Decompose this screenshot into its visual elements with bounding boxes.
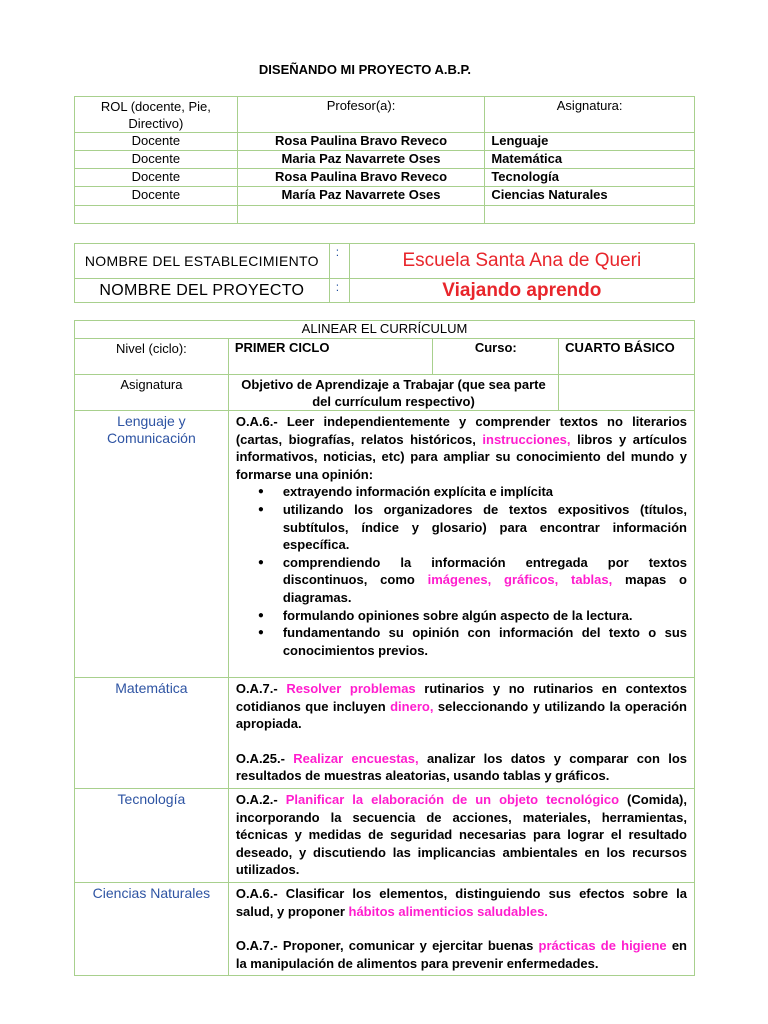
highlight: hábitos alimenticios saludables. [348,903,548,919]
highlight: Realizar encuestas, [293,750,419,766]
colon: : [329,244,349,279]
project-row [75,279,695,303]
roles-header-row [75,97,695,133]
project-name-label: NOMBRE DEL PROYECTO [75,279,330,303]
subject-cell: Lenguaje [485,133,695,151]
ciencias-oa7: O.A.7.- Proponer, comunicar y ejercitar buenas prácticas de higiene en la manipulación de alimentos para prevenir enfermedades. [235,938,687,971]
lenguaje-oa6: O.A.6.- Leer independientemente y comprender textos no literarios (cartas, biografías, relatos históricos, instrucciones, libros y artículos informativos, noticias, etc) para ampliar su conocimiento del mundo y formarse una opinión: [235,414,687,482]
role-cell: Docente [75,187,238,206]
empty-cell [237,206,485,224]
objective-column-label: Objetivo de Aprendizaje a Trabajar (que sea parte del currículum respectivo) [228,375,558,411]
lenguaje-row [75,411,695,678]
tecnologia-objectives [228,788,694,882]
school-name-label: NOMBRE DEL ESTABLECIMIENTO [75,244,330,279]
colon: : [329,279,349,303]
matematica-oa25: O.A.25.- Realizar encuestas, analizar los datos y comparar con los resultados de muestras aleatorias, usando tablas y gráficos. [235,750,687,784]
highlight: imágenes, gráficos, tablas, [427,572,613,588]
subject-header: Asignatura: [485,97,695,133]
list-item: ● fundamentando su opinión con información del texto o sus conocimientos previos. [258,624,687,659]
role-cell: Docente [75,133,238,151]
list-item: ● utilizando los organizadores de textos expositivos (títulos, subtítulos, índice y glosario) para encontrar información específica. [258,501,687,554]
role-header: ROL (docente, Pie, Directivo) [75,97,238,133]
list-item: ● extrayendo información explícita e implícita [258,483,687,501]
curriculum-header: ALINEAR EL CURRÍCULUM [75,321,695,339]
role-cell: Docente [75,169,238,187]
subject-lenguaje: Lenguaje y Comunicación [75,411,229,678]
lenguaje-objectives [228,411,694,678]
teacher-cell: Rosa Paulina Bravo Reveco [237,133,485,151]
list-item: ● formulando opiniones sobre algún aspecto de la lectura. [258,607,687,625]
role-cell: Docente [75,151,238,169]
project-name-value: Viajando aprendo [349,279,694,303]
ciencias-objectives [228,882,694,975]
curriculum-table [74,320,695,976]
empty-cell [485,206,695,224]
teacher-header: Profesor(a): [237,97,485,133]
objective-header-row [75,375,695,411]
matematica-oa7: O.A.7.- Resolver problemas rutinarios y no rutinarios en contextos cotidianos que incluyen dinero, seleccionando y utilizando la operación apropiada. [235,681,687,732]
table-row [75,133,695,151]
school-name-value: Escuela Santa Ana de Queri [349,244,694,279]
course-value: CUARTO BÁSICO [559,339,695,375]
matematica-objectives [228,678,694,789]
level-row [75,339,695,375]
subject-cell: Tecnología [485,169,695,187]
lenguaje-bullet-list [236,483,687,659]
teacher-cell: Rosa Paulina Bravo Reveco [237,169,485,187]
highlight: Planificar la elaboración de un objeto tecnológico [285,791,620,807]
subject-column-label: Asignatura [75,375,229,411]
empty-cell [75,206,238,224]
curriculum-header-row [75,321,695,339]
list-item: ● comprendiendo la información entregada por textos discontinuos, como imágenes, gráficos, tablas, mapas o diagramas. [258,554,687,607]
empty-cell [559,375,695,411]
ciencias-oa6: O.A.6.- Clasificar los elementos, distinguiendo sus efectos sobre la salud, y proponer hábitos alimenticios saludables. [235,885,687,919]
course-label: Curso: [433,339,559,375]
highlight: prácticas de higiene [538,938,667,954]
teacher-cell: Maria Paz Navarrete Oses [237,151,485,169]
empty-row [75,206,695,224]
level-label: Nivel (ciclo): [75,339,229,375]
highlight: Resolver problemas [286,681,416,696]
matematica-row [75,678,695,789]
document-title: DISEÑANDO MI PROYECTO A.B.P. [258,62,472,77]
table-row [75,151,695,169]
table-row [75,169,695,187]
subject-cell: Ciencias Naturales [485,187,695,206]
table-row [75,187,695,206]
subject-matematica: Matemática [75,678,229,789]
tecnologia-row [75,788,695,882]
ciencias-row [75,882,695,975]
roles-table [74,96,695,224]
level-value: PRIMER CICLO [228,339,433,375]
highlight: instrucciones, [482,431,571,447]
subject-ciencias: Ciencias Naturales [75,882,229,975]
school-row [75,244,695,279]
teacher-cell: María Paz Navarrete Oses [237,187,485,206]
tecnologia-oa2: O.A.2.- Planificar la elaboración de un objeto tecnológico (Comida), incorporando la secuencia de acciones, materiales, herramientas, técnicas y medidas de seguridad necesarias para lograr el resultado deseado, y discutiendo las implicancias ambientales en los recursos utilizados. [235,791,688,878]
school-info-table [74,243,695,303]
subject-tecnologia: Tecnología [75,788,229,882]
subject-cell: Matemática [485,151,695,169]
highlight: dinero, [390,698,434,714]
